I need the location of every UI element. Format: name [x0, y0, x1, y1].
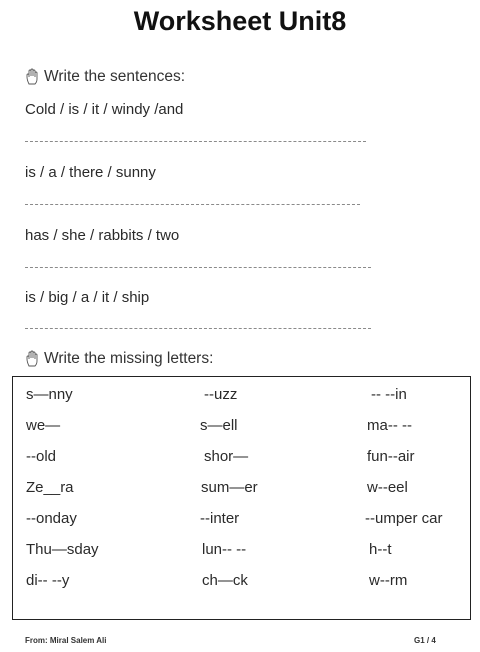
word-cell[interactable]: Thu—sday — [26, 541, 99, 558]
word-cell[interactable]: s—ell — [200, 417, 238, 434]
worksheet-title: Worksheet Unit8 — [133, 6, 347, 36]
footer-author: From: Miral Salem Ali — [25, 636, 107, 645]
hand-icon — [24, 68, 42, 86]
word-cell[interactable]: --umper car — [365, 510, 443, 527]
word-cell[interactable]: --inter — [200, 510, 240, 527]
word-cell[interactable]: -- --in — [371, 386, 407, 403]
word-cell[interactable]: s—nny — [26, 386, 73, 403]
sentence-prompt-4: is / big / a / it / ship — [25, 289, 150, 306]
word-cell[interactable]: fun--air — [367, 448, 415, 465]
word-cell[interactable]: --uzz — [204, 386, 238, 403]
word-cell[interactable]: w--rm — [369, 572, 408, 589]
section1-instruction — [24, 68, 185, 86]
section2-instruction-text: Write the missing letters: — [44, 350, 214, 367]
answer-line-1[interactable] — [25, 141, 366, 142]
word-cell[interactable]: sum—er — [201, 479, 258, 496]
word-cell[interactable]: --onday — [26, 510, 77, 527]
missing-letters-box — [12, 376, 471, 620]
word-cell[interactable]: we— — [26, 417, 61, 434]
answer-line-3[interactable] — [25, 267, 371, 268]
word-cell[interactable]: h--t — [369, 541, 392, 558]
word-cell[interactable]: Ze__ra — [26, 479, 74, 496]
sentence-prompt-2: is / a / there / sunny — [25, 164, 156, 181]
answer-line-2[interactable] — [25, 204, 360, 205]
section2-instruction — [24, 350, 213, 368]
word-cell[interactable]: shor— — [204, 448, 249, 465]
word-cell[interactable]: di-- --y — [26, 572, 70, 589]
sentence-prompt-1: Cold / is / it / windy /and — [25, 101, 184, 118]
word-cell[interactable]: ma-- -- — [367, 417, 412, 434]
answer-line-4[interactable] — [25, 328, 371, 329]
word-cell[interactable]: w--eel — [367, 479, 408, 496]
footer-page-number: G1 / 4 — [414, 636, 436, 645]
word-cell[interactable]: lun-- -- — [202, 541, 247, 558]
word-cell[interactable]: ch—ck — [202, 572, 248, 589]
sentence-prompt-3: has / she / rabbits / two — [25, 227, 180, 244]
section1-instruction-text: Write the sentences: — [44, 68, 186, 85]
word-cell[interactable]: --old — [26, 448, 57, 465]
hand-icon — [24, 350, 42, 368]
